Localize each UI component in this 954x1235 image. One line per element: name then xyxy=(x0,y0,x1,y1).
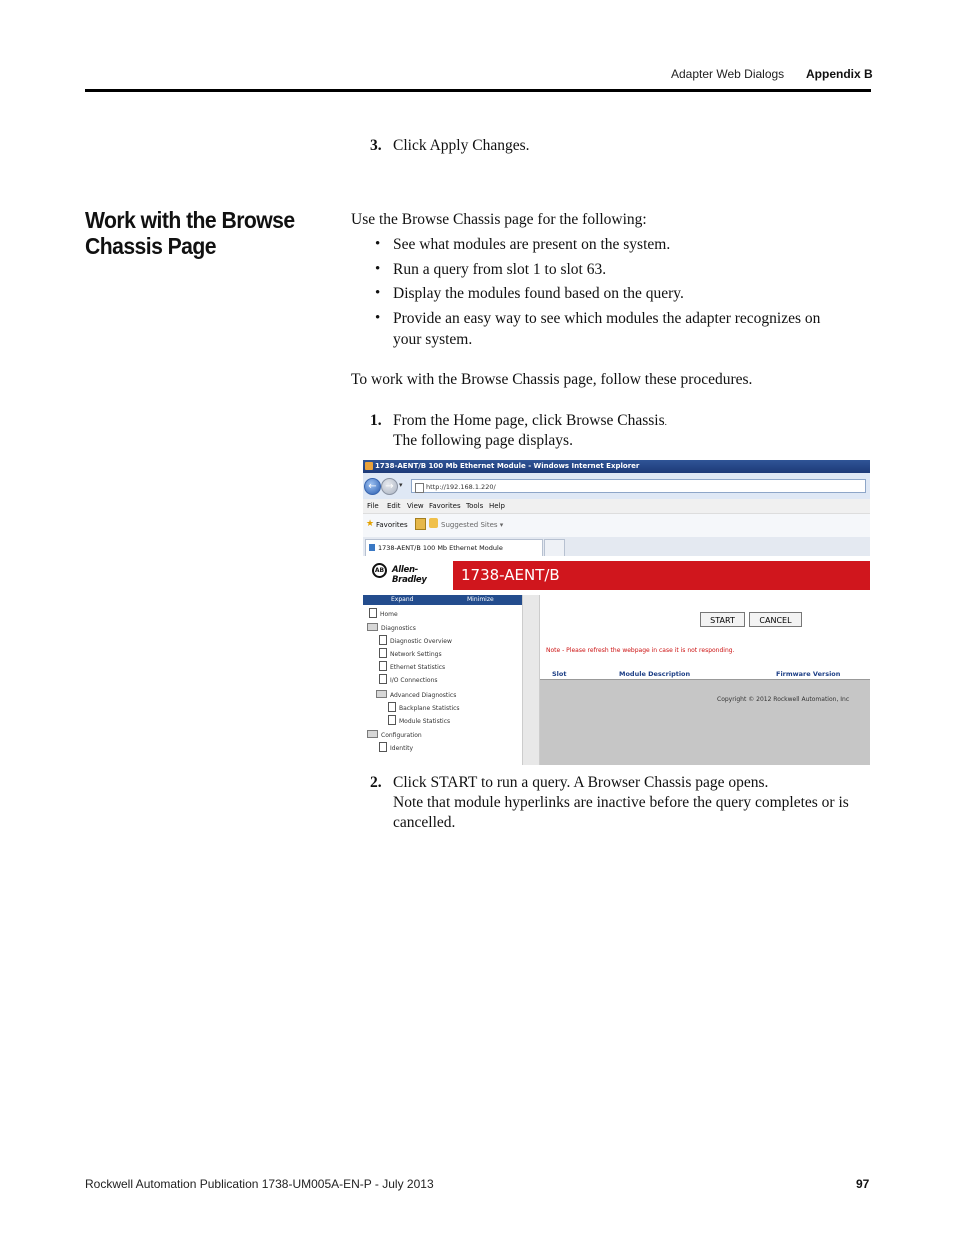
favorites-star-icon: ★ xyxy=(366,519,375,529)
tree-module-statistics[interactable] xyxy=(388,715,450,725)
ie-window-icon xyxy=(365,462,373,470)
tab-title: 1738-AENT/B 100 Mb Ethernet Module xyxy=(378,544,503,552)
menu-favorites[interactable]: Favorites xyxy=(429,502,461,510)
suggested-sites-icon xyxy=(429,518,438,528)
step-1-text-main: From the Home page, click Browse Chassis xyxy=(393,412,665,429)
tree-backplane-statistics[interactable] xyxy=(388,702,460,712)
nav-panel xyxy=(363,595,540,765)
bullet-item: Run a query from slot 1 to slot 63. xyxy=(393,261,607,278)
column-firmware-version: Firmware Version xyxy=(776,670,841,678)
query-area xyxy=(540,595,870,680)
menu-help[interactable]: Help xyxy=(489,502,505,510)
tree-home[interactable] xyxy=(369,608,398,618)
step-1-text-period: . xyxy=(664,417,667,427)
brand-logo xyxy=(367,560,452,584)
tree-backplane-statistics-label: Backplane Statistics xyxy=(399,705,460,712)
tab-page-icon xyxy=(369,544,375,551)
step-1-number: 1. xyxy=(370,412,382,429)
tree-module-statistics-label: Module Statistics xyxy=(399,718,451,725)
add-favorite-icon[interactable] xyxy=(415,518,426,530)
document-icon xyxy=(379,674,387,684)
menu-edit[interactable]: Edit xyxy=(387,502,401,510)
step-3-text: Click Apply Changes. xyxy=(393,137,530,154)
section-title-line1: Work with the Browse xyxy=(85,207,295,233)
menu-file[interactable]: File xyxy=(367,502,379,510)
tree-diagnostic-overview-label: Diagnostic Overview xyxy=(390,638,452,645)
step-2-text: Click START to run a query. A Browser Chassis page opens. xyxy=(393,774,769,791)
bullet-dot: • xyxy=(375,261,381,277)
document-icon xyxy=(369,608,377,618)
tree-configuration-label: Configuration xyxy=(381,732,422,739)
browser-screenshot xyxy=(363,460,870,765)
step-1-text xyxy=(393,411,667,432)
allen-bradley-logo-icon: AB xyxy=(372,563,387,578)
tree-network-settings-label: Network Settings xyxy=(390,651,442,658)
running-header-appendix: Appendix B xyxy=(806,67,873,81)
refresh-note: Note - Please refresh the webpage in case it is not responding. xyxy=(546,647,735,654)
table-rule xyxy=(540,679,870,680)
bullet-dot: • xyxy=(375,310,381,326)
document-icon xyxy=(379,648,387,658)
bullet-item: Display the modules found based on the query. xyxy=(393,285,684,302)
bullet-item-continued: your system. xyxy=(393,331,473,348)
tree-io-connections-label: I/O Connections xyxy=(390,677,438,684)
section-title-line2: Chassis Page xyxy=(85,233,216,259)
favorites-bar xyxy=(363,514,870,538)
product-banner: 1738-AENT/B xyxy=(453,561,870,590)
web-page xyxy=(363,556,870,765)
menu-tools[interactable]: Tools xyxy=(466,502,484,510)
tree-ethernet-statistics-label: Ethernet Statistics xyxy=(390,664,446,671)
address-url: http://192.168.1.220/ xyxy=(426,483,496,491)
bullet-dot: • xyxy=(375,285,381,301)
document-icon xyxy=(388,702,396,712)
folder-icon xyxy=(367,730,378,738)
column-module-description: Module Description xyxy=(619,670,691,678)
document-icon xyxy=(379,635,387,645)
start-button[interactable]: START xyxy=(700,612,745,627)
tab-active[interactable] xyxy=(365,539,543,556)
tree-io-connections[interactable] xyxy=(379,674,438,684)
tree-identity[interactable] xyxy=(379,742,413,752)
back-arrow-icon[interactable]: ← xyxy=(364,478,381,495)
tree-identity-label: Identity xyxy=(390,745,413,752)
page-icon xyxy=(415,483,424,493)
document-icon xyxy=(379,661,387,671)
nav-scrollbar[interactable] xyxy=(522,595,539,765)
suggested-sites-label[interactable]: Suggested Sites ▾ xyxy=(441,521,504,529)
recent-pages-chevron-icon[interactable]: ▾ xyxy=(399,481,403,489)
step-2-subtext-line2: cancelled. xyxy=(393,814,456,831)
tree-home-label: Home xyxy=(380,611,398,618)
content-panel xyxy=(540,595,870,765)
expand-link[interactable]: Expand xyxy=(391,596,414,603)
expand-minimize-bar xyxy=(363,595,522,605)
bullet-dot: • xyxy=(375,236,381,252)
address-bar[interactable] xyxy=(411,479,866,493)
step-3-number: 3. xyxy=(370,137,382,154)
address-row xyxy=(363,473,870,499)
step-3 xyxy=(370,136,382,156)
tree-advanced-diagnostics-label: Advanced Diagnostics xyxy=(390,692,457,699)
menu-view[interactable]: View xyxy=(407,502,424,510)
window-titlebar xyxy=(363,460,870,473)
folder-icon xyxy=(376,690,387,698)
section-title xyxy=(85,207,306,259)
running-header-section: Adapter Web Dialogs xyxy=(671,67,785,81)
window-title: 1738-AENT/B 100 Mb Ethernet Module - Windows Internet Explorer xyxy=(375,462,640,470)
tree-configuration[interactable] xyxy=(367,730,422,739)
forward-arrow-icon[interactable]: → xyxy=(381,478,398,495)
page-number: 97 xyxy=(856,1177,870,1191)
bullet-item: See what modules are present on the system. xyxy=(393,236,671,253)
menu-bar xyxy=(363,499,870,514)
tab-row xyxy=(363,537,870,556)
tree-diagnostics[interactable] xyxy=(367,623,416,632)
header-rule xyxy=(85,89,871,92)
tree-ethernet-statistics[interactable] xyxy=(379,661,445,671)
folder-icon xyxy=(367,623,378,631)
brand-name: Allen-Bradley xyxy=(392,565,427,585)
copyright-text: Copyright © 2012 Rockwell Automation, Inc xyxy=(717,696,850,703)
intro-paragraph: Use the Browse Chassis page for the following: xyxy=(351,211,647,228)
column-slot: Slot xyxy=(552,670,567,678)
step-1-subtext: The following page displays. xyxy=(393,432,573,449)
tree-diagnostic-overview[interactable] xyxy=(379,635,452,645)
document-icon xyxy=(379,742,387,752)
favorites-label[interactable]: Favorites xyxy=(376,521,408,529)
tree-network-settings[interactable] xyxy=(379,648,442,658)
document-icon xyxy=(388,715,396,725)
tree-advanced-diagnostics[interactable] xyxy=(376,690,456,699)
step-2-subtext-line1: Note that module hyperlinks are inactive before the query completes or is xyxy=(393,794,849,811)
new-tab-button[interactable] xyxy=(544,539,565,557)
footer-publication: Rockwell Automation Publication 1738-UM005A-EN-P - July 2013 xyxy=(85,1177,434,1191)
bullet-item: Provide an easy way to see which modules the adapter recognizes on xyxy=(393,310,821,327)
step-2-number: 2. xyxy=(370,774,382,791)
minimize-link[interactable]: Minimize xyxy=(467,596,494,603)
procedures-paragraph: To work with the Browse Chassis page, follow these procedures. xyxy=(351,371,753,388)
tree-diagnostics-label: Diagnostics xyxy=(381,625,416,632)
cancel-button[interactable]: CANCEL xyxy=(749,612,802,627)
